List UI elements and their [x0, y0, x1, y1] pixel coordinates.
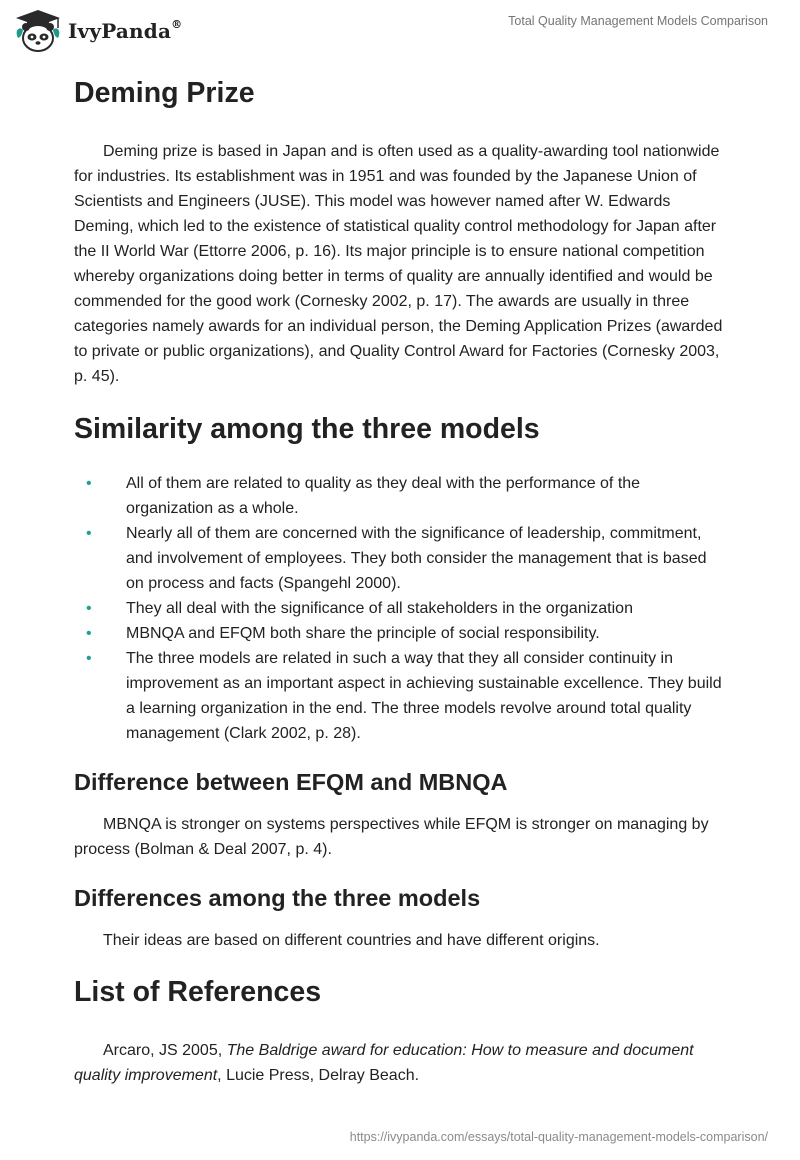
panda-graduate-icon [14, 8, 62, 54]
brand-name [68, 19, 182, 43]
bullet-dot-icon: • [86, 650, 92, 667]
bullet-dot-icon: • [86, 600, 92, 617]
essay-content [74, 72, 726, 1088]
heading-references: List of References [74, 976, 322, 1008]
reference-title: The Baldrige award for education: How to measure and document quality improvement [74, 1042, 694, 1084]
list-item-text: MBNQA and EFQM both share the principle of social responsibility. [126, 625, 600, 642]
paragraph-differences-three-models: Their ideas are based on different countries and have different origins. [103, 932, 600, 949]
bullet-dot-icon: • [86, 625, 92, 642]
heading-difference-efqm-mbnqa: Difference between EFQM and MBNQA [74, 769, 508, 795]
heading-differences-three-models: Differences among the three models [74, 885, 481, 911]
bullet-dot-icon: • [86, 475, 92, 492]
document-title: Total Quality Management Models Comparison [508, 14, 768, 28]
brand-logo[interactable] [14, 8, 182, 54]
brand-name-text: IvyPanda [68, 19, 172, 43]
reference-entry [74, 1038, 726, 1088]
heading-similarity: Similarity among the three models [74, 413, 540, 445]
reference-prefix: Arcaro, JS 2005, [103, 1042, 227, 1059]
registered-mark: ® [171, 18, 183, 32]
bullet-dot-icon: • [86, 525, 92, 542]
list-item-text: Nearly all of them are concerned with the significance of leadership, commitment, and involvement of employees. They both consider the management that is based on process and facts (Spangehl 2000). [126, 525, 707, 592]
paragraph-difference-efqm-mbnqa: MBNQA is stronger on systems perspectives while EFQM is stronger on managing by process (Bolman & Deal 2007, p. 4). [74, 816, 709, 858]
footer-url[interactable]: https://ivypanda.com/essays/total-quality-management-models-comparison/ [349, 1130, 768, 1144]
reference-suffix: , Lucie Press, Delray Beach. [217, 1067, 420, 1084]
page-header [0, 0, 800, 62]
list-item-text: All of them are related to quality as they deal with the performance of the organization as a whole. [126, 475, 641, 517]
list-item [74, 621, 726, 646]
list-item [74, 521, 726, 596]
list-item-text: They all deal with the significance of all stakeholders in the organization [126, 600, 633, 617]
similarity-list [74, 471, 726, 746]
list-item [74, 471, 726, 521]
list-item [74, 596, 726, 621]
list-item-text: The three models are related in such a way that they all consider continuity in improvement as an important aspect in achieving sustainable excellence. They build a learning organization in the end. The three models revolve around total quality management (Clark 2002, p. 28). [126, 650, 722, 742]
heading-deming-prize: Deming Prize [74, 77, 255, 109]
paragraph-deming-prize: Deming prize is based in Japan and is often used as a quality-awarding tool nationwide for industries. Its establishment was in 1951 and was founded by the Japanese Union of Scientists and Engineers (JUSE). This model was however named after W. Edwards Deming, which led to the existence of statistical quality control methodology for Japan after the II World War (Ettorre 2006, p. 16). Its major principle is to ensure national competition whereby organizations doing better in terms of quality are annually identified and would be commended for the good work (Cornesky 2002, p. 17). The awards are usually in three categories namely awards for an individual person, the Deming Application Prizes (awarded to private or public organizations), and Quality Control Award for Factories (Cornesky 2003, p. 45). [74, 143, 723, 385]
list-item [74, 646, 726, 746]
